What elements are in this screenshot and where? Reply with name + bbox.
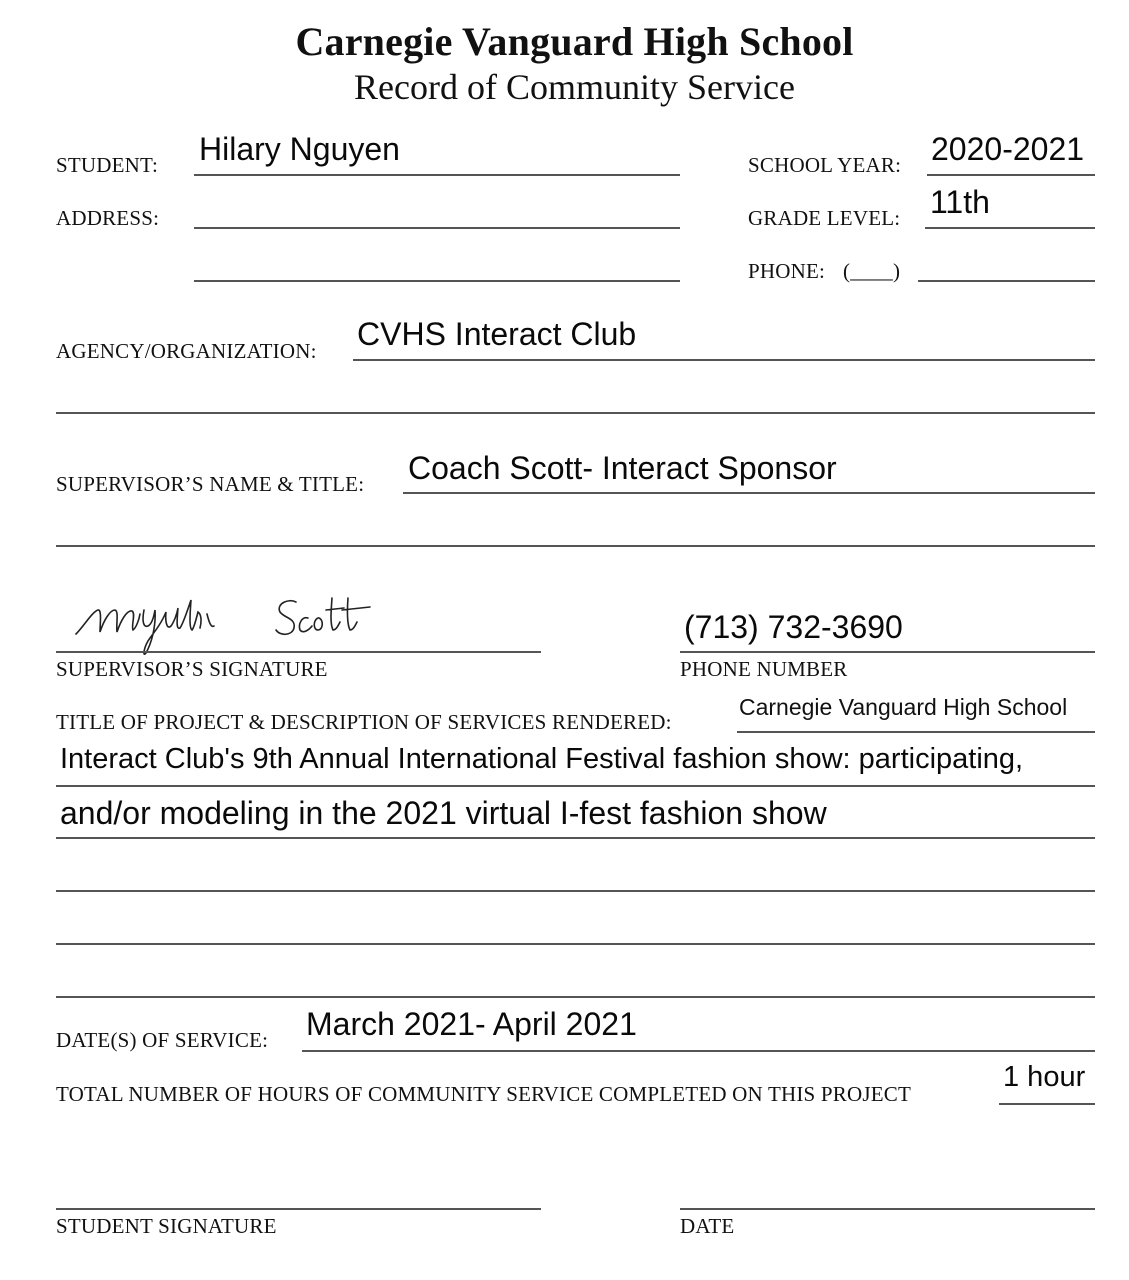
supervisor-phone-field[interactable]: (713) 732-3690 bbox=[684, 609, 903, 645]
supervisor-name-line bbox=[403, 492, 1095, 494]
project-description-rule-5 bbox=[56, 996, 1095, 998]
project-description-rule-2 bbox=[56, 837, 1095, 839]
student-line bbox=[194, 174, 680, 176]
address-label: ADDRESS: bbox=[56, 206, 160, 230]
phone-label: PHONE: bbox=[748, 259, 826, 283]
supervisor-signature-image bbox=[70, 590, 390, 660]
project-description-rule-4 bbox=[56, 943, 1095, 945]
date-line[interactable] bbox=[680, 1208, 1095, 1210]
agency-line-2 bbox=[56, 412, 1095, 414]
supervisor-signature-line bbox=[56, 651, 541, 653]
phone-line bbox=[918, 280, 1095, 282]
supervisor-phone-line bbox=[680, 651, 1095, 653]
school-year-field[interactable]: 2020-2021 bbox=[931, 131, 1085, 167]
address-line-1 bbox=[194, 227, 680, 229]
grade-level-line bbox=[925, 227, 1095, 229]
agency-label: AGENCY/ORGANIZATION: bbox=[56, 339, 317, 363]
address-line-2 bbox=[194, 280, 680, 282]
student-label: STUDENT: bbox=[56, 153, 159, 177]
grade-level-label: GRADE LEVEL: bbox=[748, 206, 901, 230]
school-year-line bbox=[927, 174, 1095, 176]
supervisor-name-line-2 bbox=[56, 545, 1095, 547]
hours-line bbox=[999, 1103, 1095, 1105]
student-field[interactable]: Hilary Nguyen bbox=[199, 131, 400, 167]
hours-label: TOTAL NUMBER OF HOURS OF COMMUNITY SERVICE COMPLETED ON THIS PROJECT bbox=[56, 1082, 911, 1106]
form-title: Record of Community Service bbox=[354, 67, 795, 107]
dates-field[interactable]: March 2021- April 2021 bbox=[306, 1006, 637, 1042]
student-signature-line[interactable] bbox=[56, 1208, 541, 1210]
project-description-line-1[interactable]: Interact Club's 9th Annual International Festival fashion show: participating, bbox=[60, 743, 1024, 775]
project-title-field[interactable]: Carnegie Vanguard High School bbox=[739, 694, 1068, 720]
school-year-label: SCHOOL YEAR: bbox=[748, 153, 902, 177]
supervisor-name-field[interactable]: Coach Scott- Interact Sponsor bbox=[408, 450, 837, 486]
supervisor-phone-label: PHONE NUMBER bbox=[680, 657, 848, 681]
phone-area-code[interactable]: (____) bbox=[843, 259, 901, 283]
project-description-rule-1 bbox=[56, 785, 1095, 787]
school-name: Carnegie Vanguard High School bbox=[295, 19, 854, 64]
date-label: DATE bbox=[680, 1214, 735, 1238]
supervisor-signature-label: SUPERVISOR’S SIGNATURE bbox=[56, 657, 328, 681]
grade-level-field[interactable]: 11th bbox=[930, 184, 990, 220]
project-title-line bbox=[737, 731, 1095, 733]
project-description-rule-3 bbox=[56, 890, 1095, 892]
agency-field[interactable]: CVHS Interact Club bbox=[357, 316, 637, 352]
hours-field[interactable]: 1 hour bbox=[1003, 1061, 1086, 1093]
agency-line bbox=[353, 359, 1095, 361]
dates-line bbox=[302, 1050, 1095, 1052]
project-label: TITLE OF PROJECT & DESCRIPTION OF SERVICES RENDERED: bbox=[56, 710, 672, 734]
student-signature-label: STUDENT SIGNATURE bbox=[56, 1214, 277, 1238]
supervisor-name-label: SUPERVISOR’S NAME & TITLE: bbox=[56, 472, 365, 496]
project-description-line-2[interactable]: and/or modeling in the 2021 virtual I-fest fashion show bbox=[60, 795, 827, 831]
dates-label: DATE(S) OF SERVICE: bbox=[56, 1028, 269, 1052]
